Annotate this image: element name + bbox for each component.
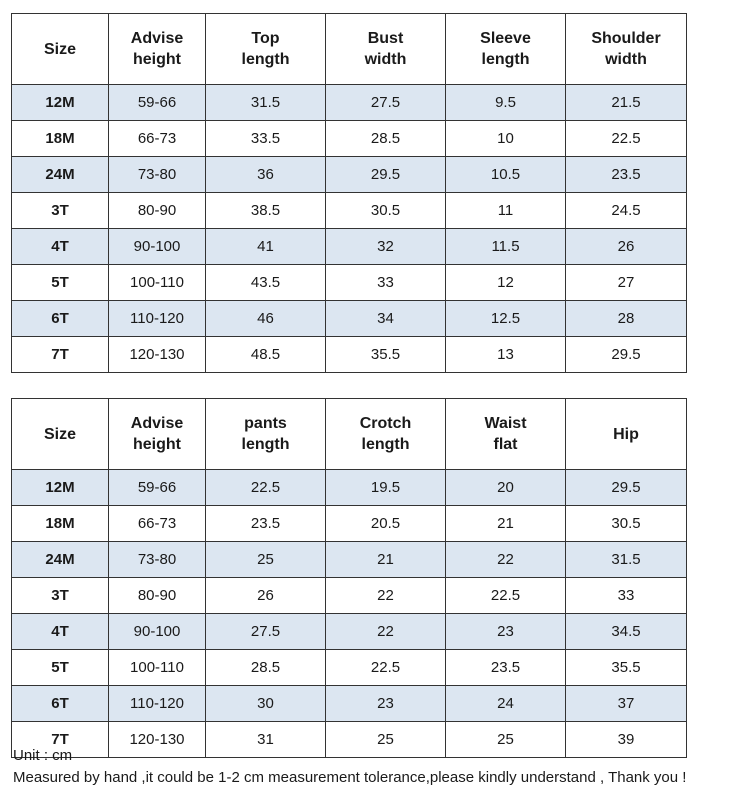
bottom-size-table xyxy=(11,398,687,758)
measurement-cell: 22 xyxy=(326,614,446,650)
table-row xyxy=(12,301,687,337)
table-row xyxy=(12,193,687,229)
measurement-cell: 25 xyxy=(326,722,446,758)
size-cell: 18M xyxy=(12,121,109,157)
table-row xyxy=(12,542,687,578)
measurement-cell: 32 xyxy=(326,229,446,265)
measurement-cell: 27.5 xyxy=(326,85,446,121)
measurement-cell: 41 xyxy=(206,229,326,265)
size-cell: 4T xyxy=(12,614,109,650)
table-row xyxy=(12,650,687,686)
measurement-cell: 30 xyxy=(206,686,326,722)
measurement-cell: 59-66 xyxy=(109,85,206,121)
measurement-cell: 37 xyxy=(566,686,687,722)
measurement-cell: 33.5 xyxy=(206,121,326,157)
size-cell: 24M xyxy=(12,157,109,193)
measurement-cell: 90-100 xyxy=(109,229,206,265)
column-header: Bust width xyxy=(326,14,446,85)
measurement-cell: 24 xyxy=(446,686,566,722)
measurement-cell: 90-100 xyxy=(109,614,206,650)
top-size-table xyxy=(11,13,687,373)
measurement-cell: 20 xyxy=(446,470,566,506)
measurement-cell: 30.5 xyxy=(566,506,687,542)
top-table-body xyxy=(12,85,687,373)
measurement-cell: 48.5 xyxy=(206,337,326,373)
column-header: Advise height xyxy=(109,399,206,470)
column-header: Advise height xyxy=(109,14,206,85)
column-header: Shoulder width xyxy=(566,14,687,85)
table-row xyxy=(12,157,687,193)
table-row xyxy=(12,722,687,758)
measurement-cell: 22.5 xyxy=(206,470,326,506)
measurement-cell: 29.5 xyxy=(566,337,687,373)
measurement-cell: 22 xyxy=(446,542,566,578)
measurement-cell: 23.5 xyxy=(446,650,566,686)
size-cell: 5T xyxy=(12,650,109,686)
size-cell: 7T xyxy=(12,337,109,373)
bottom-table-header-row xyxy=(12,399,687,470)
size-cell: 12M xyxy=(12,470,109,506)
column-header: Size xyxy=(12,399,109,470)
measurement-cell: 27.5 xyxy=(206,614,326,650)
measurement-cell: 23 xyxy=(446,614,566,650)
tolerance-note: Measured by hand ,it could be 1-2 cm measurement tolerance,please kindly understand , Thank you ! xyxy=(13,769,687,786)
measurement-cell: 29.5 xyxy=(326,157,446,193)
measurement-cell: 23.5 xyxy=(566,157,687,193)
measurement-cell: 43.5 xyxy=(206,265,326,301)
column-header: Hip xyxy=(566,399,687,470)
measurement-cell: 22 xyxy=(326,578,446,614)
measurement-cell: 31 xyxy=(206,722,326,758)
column-header: Size xyxy=(12,14,109,85)
column-header: Sleeve length xyxy=(446,14,566,85)
measurement-cell: 12.5 xyxy=(446,301,566,337)
measurement-cell: 23 xyxy=(326,686,446,722)
column-header: Top length xyxy=(206,14,326,85)
measurement-cell: 13 xyxy=(446,337,566,373)
bottom-table-body xyxy=(12,470,687,758)
size-cell: 4T xyxy=(12,229,109,265)
table-row xyxy=(12,337,687,373)
measurement-cell: 24.5 xyxy=(566,193,687,229)
measurement-cell: 38.5 xyxy=(206,193,326,229)
table-row xyxy=(12,614,687,650)
measurement-cell: 35.5 xyxy=(326,337,446,373)
measurement-cell: 66-73 xyxy=(109,506,206,542)
measurement-cell: 36 xyxy=(206,157,326,193)
table-row xyxy=(12,578,687,614)
measurement-cell: 35.5 xyxy=(566,650,687,686)
measurement-cell: 100-110 xyxy=(109,650,206,686)
table-row xyxy=(12,470,687,506)
measurement-cell: 33 xyxy=(326,265,446,301)
top-table-header xyxy=(12,14,687,85)
measurement-cell: 20.5 xyxy=(326,506,446,542)
measurement-cell: 120-130 xyxy=(109,337,206,373)
measurement-cell: 11.5 xyxy=(446,229,566,265)
bottom-table-header xyxy=(12,399,687,470)
measurement-cell: 34.5 xyxy=(566,614,687,650)
measurement-cell: 27 xyxy=(566,265,687,301)
size-cell: 12M xyxy=(12,85,109,121)
table-row xyxy=(12,686,687,722)
top-table-header-row xyxy=(12,14,687,85)
measurement-cell: 26 xyxy=(566,229,687,265)
size-cell: 5T xyxy=(12,265,109,301)
column-header: pants length xyxy=(206,399,326,470)
measurement-cell: 11 xyxy=(446,193,566,229)
measurement-cell: 22.5 xyxy=(326,650,446,686)
measurement-cell: 23.5 xyxy=(206,506,326,542)
table-row xyxy=(12,229,687,265)
unit-note: Unit : cm xyxy=(13,747,73,764)
measurement-cell: 28.5 xyxy=(326,121,446,157)
measurement-cell: 21.5 xyxy=(566,85,687,121)
size-cell: 3T xyxy=(12,193,109,229)
measurement-cell: 34 xyxy=(326,301,446,337)
size-cell: 24M xyxy=(12,542,109,578)
measurement-cell: 80-90 xyxy=(109,193,206,229)
measurement-cell: 25 xyxy=(446,722,566,758)
measurement-cell: 21 xyxy=(326,542,446,578)
measurement-cell: 19.5 xyxy=(326,470,446,506)
measurement-cell: 33 xyxy=(566,578,687,614)
size-cell: 7T xyxy=(12,722,109,758)
measurement-cell: 73-80 xyxy=(109,542,206,578)
measurement-cell: 12 xyxy=(446,265,566,301)
measurement-cell: 66-73 xyxy=(109,121,206,157)
measurement-cell: 73-80 xyxy=(109,157,206,193)
measurement-cell: 30.5 xyxy=(326,193,446,229)
measurement-cell: 25 xyxy=(206,542,326,578)
measurement-cell: 29.5 xyxy=(566,470,687,506)
measurement-cell: 10 xyxy=(446,121,566,157)
measurement-cell: 26 xyxy=(206,578,326,614)
measurement-cell: 110-120 xyxy=(109,301,206,337)
measurement-cell: 39 xyxy=(566,722,687,758)
measurement-cell: 22.5 xyxy=(566,121,687,157)
measurement-cell: 100-110 xyxy=(109,265,206,301)
measurement-cell: 31.5 xyxy=(206,85,326,121)
measurement-cell: 80-90 xyxy=(109,578,206,614)
measurement-cell: 28 xyxy=(566,301,687,337)
measurement-cell: 31.5 xyxy=(566,542,687,578)
measurement-cell: 46 xyxy=(206,301,326,337)
size-cell: 6T xyxy=(12,301,109,337)
measurement-cell: 120-130 xyxy=(109,722,206,758)
measurement-cell: 21 xyxy=(446,506,566,542)
measurement-cell: 9.5 xyxy=(446,85,566,121)
measurement-cell: 22.5 xyxy=(446,578,566,614)
measurement-cell: 28.5 xyxy=(206,650,326,686)
measurement-cell: 110-120 xyxy=(109,686,206,722)
size-cell: 6T xyxy=(12,686,109,722)
size-cell: 3T xyxy=(12,578,109,614)
table-row xyxy=(12,121,687,157)
table-row xyxy=(12,85,687,121)
measurement-cell: 59-66 xyxy=(109,470,206,506)
column-header: Waist flat xyxy=(446,399,566,470)
size-cell: 18M xyxy=(12,506,109,542)
column-header: Crotch length xyxy=(326,399,446,470)
table-row xyxy=(12,506,687,542)
table-row xyxy=(12,265,687,301)
measurement-cell: 10.5 xyxy=(446,157,566,193)
